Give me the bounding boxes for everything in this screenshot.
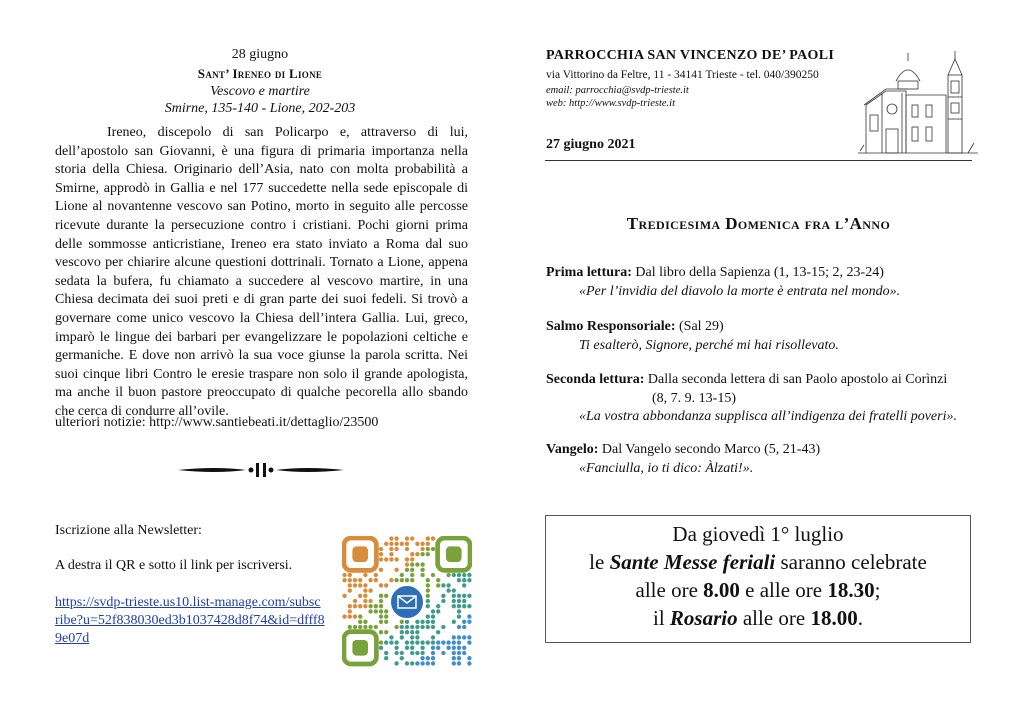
saint-role: Vescovo e martire — [210, 84, 310, 99]
reading-gospel — [546, 441, 986, 478]
notice-line-2: le Sante Messe feriali saranno celebrate — [589, 550, 927, 574]
qr-code-icon[interactable] — [342, 536, 472, 668]
notice-line-4: il Rosario alle ore 18.00. — [653, 606, 863, 630]
reading-first — [546, 264, 986, 301]
church-drawing-icon — [856, 45, 981, 157]
saint-biography: Ireneo, discepolo di san Policarpo e, attraverso di lui, dell’apostolo san Giovanni, è una figura di primaria importanza nella storia della Chiesa. Originario dell’Asia, nato con molta probabilità a Smirne, approdò in Gallia e nel 177 succedette nella sede episcopale di Lione al novantenne vescovo san Potino, morto in seguito alle percosse ricevute durante la persecuzione contro i cristiani. Pochi giorni prima delle sommosse anticristiane, Ireneo era stato inviato a Roma dal suo vescovo per chiarire alcune questioni dottrinali. Tornato a Lione, appena sedata la bufera, fu chiamato a succedere al vescovo martire, in una Chiesa decimata dei suoi preti e di gran parte dei suoi fedeli. Si trovò a governare come unico vescovo la Chiesa dell’intera Gallia. Lui, greco, imparò le lingue dei barbari per evangelizzare le popolazioni celtiche e germaniche. E dove non arrivò la sua voce giunse la parola scritta. Nei suoi cinque libri Contro le eresie traspare non solo il grande apologista, ma anche il buon pastore preoccupato di qualche pecorella allo sbando che cerca di condurre all’ovile. — [55, 125, 468, 419]
saint-name: Sant’ Ireneo di Lione — [197, 66, 323, 81]
ornament-divider-icon — [176, 460, 346, 480]
notice-line-3: alle ore 8.00 e alle ore 18.30; — [635, 578, 881, 602]
reading-text: Dal Vangelo secondo Marco (5, 21-43) — [598, 442, 821, 457]
parish-email: email: parrocchia@svdp-trieste.it — [546, 85, 689, 96]
reading-label: Seconda lettura: — [546, 372, 645, 387]
header-divider — [545, 160, 972, 161]
reading-reference: (8, 7. 9. 13-15) — [652, 390, 736, 406]
parish-name: PARROCCHIA SAN VINCENZO DE’ PAOLI — [546, 48, 835, 63]
reading-label: Salmo Responsoriale: — [546, 319, 676, 334]
reading-label: Prima lettura: — [546, 265, 632, 280]
reading-second — [546, 371, 986, 427]
reading-text: Dalla seconda lettera di san Paolo apostolo ai Corìnzi — [644, 372, 948, 387]
reading-text: Dal libro della Sapienza (1, 13-15; 2, 23-24) — [631, 265, 884, 280]
reading-quote: Ti esalterò, Signore, perché mi hai risollevato. — [579, 337, 839, 353]
sunday-title: Tredicesima Domenica fra l’Anno — [626, 214, 891, 233]
notice-line-1: Da giovedì 1° luglio — [672, 522, 844, 546]
bulletin-date: 27 giugno 2021 — [546, 137, 636, 152]
reading-label: Vangelo: — [546, 442, 599, 457]
more-info-link: ulteriori notizie: http://www.santiebeati.it/dettaglio/23500 — [55, 415, 379, 430]
newsletter-link[interactable]: https://svdp-trieste.us10.list-manage.com/subscribe?u=52f838030ed3b1037428d8f74&id=dfff89e07d — [55, 595, 325, 646]
saint-date: 28 giugno — [231, 47, 289, 62]
reading-text: (Sal 29) — [675, 319, 724, 334]
reading-quote: «Per l’invidia del diavolo la morte è entrata nel mondo». — [579, 283, 901, 299]
parish-address: via Vittorino da Feltre, 11 - 34141 Trieste - tel. 040/390250 — [546, 69, 819, 81]
newsletter-text: A destra il QR e sotto il link per iscriversi. — [55, 558, 293, 573]
reading-psalm — [546, 318, 986, 355]
reading-quote: «Fanciulla, io ti dico: Àlzati!». — [579, 460, 754, 476]
newsletter-title: Iscrizione alla Newsletter: — [55, 523, 202, 538]
reading-quote: «La vostra abbondanza supplisca all’indigenza dei fratelli poveri». — [579, 409, 957, 424]
saint-places: Smirne, 135-140 - Lione, 202-203 — [164, 101, 356, 116]
parish-web: web: http://www.svdp-trieste.it — [546, 98, 676, 109]
